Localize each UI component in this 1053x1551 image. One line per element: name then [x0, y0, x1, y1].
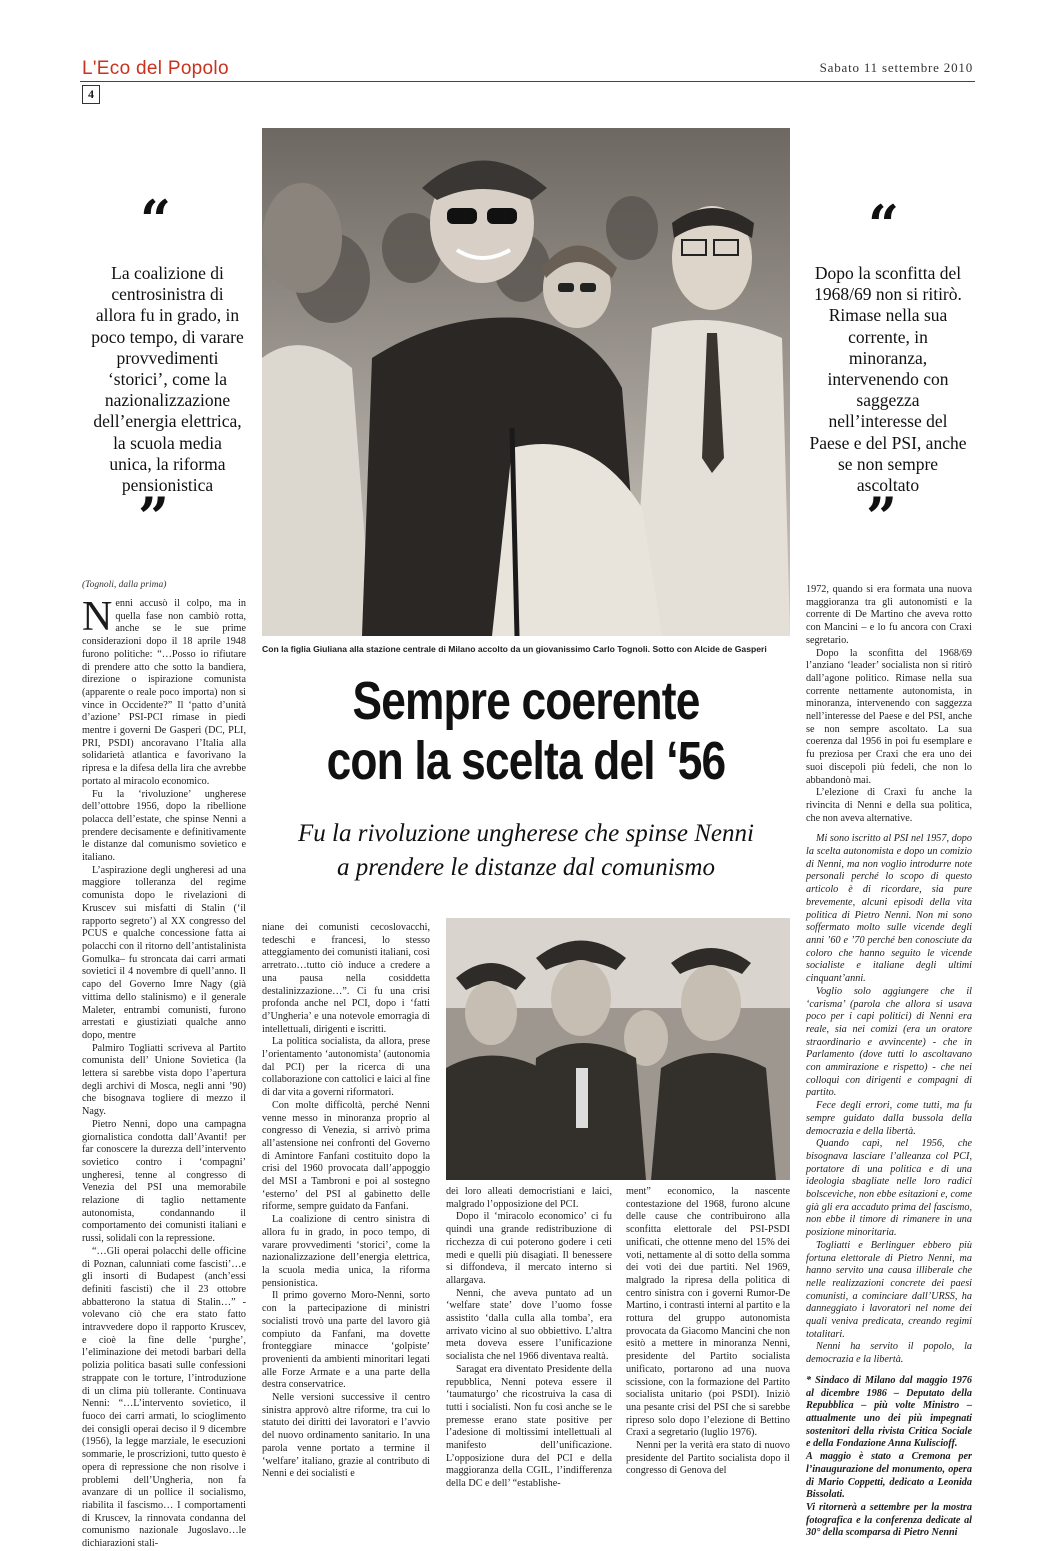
header-rule [80, 81, 975, 82]
subheadline-line-2: a prendere le distanze dal comunismo [337, 854, 715, 881]
paragraph: Nelle versioni successive il centro sinistra approvò altre riforme, tra cui lo statuto dei diritti dei lavoratori e l’avvio del nuovo ordinamento sanitario. In una parola venne portato a termine il ‘welfare’ italiano, grazie al contributo di Nenni e dei socialisti e [262, 1392, 430, 1480]
subheadline-line-1: Fu la rivoluzione ungherese che spinse Nenni [298, 820, 754, 847]
issue-date: Sabato 11 settembre 2010 [819, 60, 973, 75]
paragraph: Nenni ha servito il popolo, la democrazia e la libertà. [806, 1341, 972, 1366]
second-photo-image [446, 918, 790, 1180]
paragraph: Palmiro Togliatti scriveva al Partito comunista dell’ Unione Sovietica (la lettera si sarebbe vista dopo l’apertura degli archivi di Mosca, negli anni ’90) che bisognava togliere di mezzo il Nagy. [82, 1042, 246, 1118]
main-photo [262, 128, 790, 636]
open-quote-mark: “ [140, 188, 172, 252]
pullquote-right-text: Dopo la sconfitta del 1968/69 non si ritirò. Rimase nella sua corrente, in minoranza, intervenendo con saggezza nell’interesse del Paese e del PSI, anche se non sempre ascoltato [809, 263, 967, 496]
paragraph: Dopo la sconfitta del 1968/69 l’anziano ‘leader’ socialista non si ritirò dall’agone politico. Rimase nella sua corrente nettamente autonomista, in minoranza, intervenendo con saggezza nell’interesse del Paese e del PSI, anche se non sempre ascoltato. La sua coerenza dal 1956 in poi fu esemplare e fu preziosa per Craxi che era uno dei suoi discepoli più fedeli, che non lo abbandonò mai. [806, 647, 972, 786]
pullquote-left-text: La coalizione di centrosinistra di allora fu in grado, in poco tempo, di varare provvedimenti ‘storici’, come la nazionalizzazione dell’energia elettrica, la scuola media unica, la riforma pensionistica [91, 263, 244, 496]
drop-cap: N [82, 594, 113, 640]
paragraph: 1972, quando si era formata una nuova maggioranza tra gli autonomisti e la corrente di De Martino che aveva rotto con Mancini – e lo fu ancora con Craxi segretario. [806, 584, 972, 646]
article-column-3 [446, 1186, 612, 1490]
paragraph: Pietro Nenni, dopo una campagna giornalistica condotta dall’Avanti! per far conoscere la durezza dell’intervento sovietico contro i ‘compagni’ ungheresi, tenne al congresso di Venezia del PSI una memorabile relazione di taglio nettamente autonomista, condannando il comportamento dei comunisti italiani e russi, solidali con la repressione. [82, 1118, 246, 1245]
photo-caption: Con la figlia Giuliana alla stazione centrale di Milano accolto da un giovanissimo Carlo Tognoli. Sotto con Alcide de Gasperi [262, 644, 767, 654]
paragraph: Fece degli errori, come tutti, ma fu sempre guidato dalla bussola della democrazia e della libertà. [806, 1100, 972, 1137]
paragraph: Fu la ‘rivoluzione’ ungherese dell’ottobre 1956, dopo la ribellione polacca dell’estate, che spinse Nenni a prendere decisamente e definitivamente le distanze dal comunismo sovietico e italiano. [82, 788, 246, 864]
paragraph: Quando capì, nel 1956, che bisognava lasciare l’alleanza col PCI, portatore di una politica e di una ideologia sbagliate nelle loro radici bolsceviche, non ebbe esitazioni e, come già gli era accaduto prima del fascismo, non ebbe il timore di rimanere in una posizione minoritaria. [806, 1138, 972, 1239]
headline-line-2: con la scelta del ‘56 [326, 731, 726, 791]
bio-paragraph: * Sindaco di Milano dal maggio 1976 al dicembre 1986 – Deputato della Repubblica – più volte Ministro – attualmente uno dei più impegnati sostenitori della rivista Critica Sociale e della Fondazione Anna Kuliscioff. [806, 1374, 972, 1450]
open-quote-mark: “ [868, 193, 900, 257]
article-column-4 [626, 1186, 790, 1477]
paragraph: Il primo governo Moro-Nenni, sorto con la partecipazione di ministri socialisti trovò una parte del lavoro già compiuto da Fanfani, ma dovette fronteggiare minacce ‘golpiste’ provenienti da ambienti minoritari legati alle Forze Armate e a una parte della destra conservatrice. [262, 1290, 430, 1391]
article-column-1 [82, 594, 246, 1550]
paragraph: Mi sono iscritto al PSI nel 1957, dopo la scelta autonomista e dopo un comizio di Nenni, ma non voglio introdurre note personali perché lo scopo di questo articolo è di ricordare, sia pure brevemente, alcuni episodi della vita politica di Pietro Nenni. Non mi sono soffermato molto sulle vicende degli anni ’60 e ’70 perché ben conosciute da coloro che hanno seguito le vicende socialiste e italiane degli ultimi cinquant’anni. [806, 833, 972, 985]
article-column-5 [806, 584, 972, 1539]
paragraph: Nenni, che aveva puntato ad un ‘welfare state’ dove l’uomo fosse assistito ‘dalla culla alla tomba’, era arrivato vicino al suo obbiettivo. L’altra meta doveva essere l’unificazione socialista che nel 1966 diventava realtà. [446, 1287, 612, 1363]
paragraph: Togliatti e Berlinguer ebbero più fortuna elettorale di Pietro Nenni, ma hanno servito una causa illiberale che nelle realizzazioni concrete dei paesi comunisti, a cominciare dall’URSS, ha danneggiato i lavoratori nel nome dei quali veniva predicata, creando regimi totalitari. [806, 1239, 972, 1340]
paragraph: ment” economico, la nascente contestazione del 1968, furono alcune delle cause che contribuirono alla sconfitta elettorale del PSI-PSDI unificati, che ottenne meno del 15% dei voti, nettamente al di sotto della somma dei voti dei due partiti. Nel 1969, malgrado la ripresa della politica di centro sinistra con i governi Rumor-De Martino, i contrasti interni al partito e la rottura del gruppo autonomista provocata da Giacomo Mancini che non esitò a mettere in minoranza Nenni, presidente del Partito socialista unificato, portarono ad una nuova scissione, con la formazione del Partito socialista unitario (poi PSDI). Iniziò una pesante crisi del PSI che si sarebbe ripreso solo dopo l’elezione di Bettino Craxi a segretario (luglio 1976). [626, 1186, 790, 1439]
continued-label: (Tognoli, dalla prima) [82, 580, 167, 590]
bio-paragraph: A maggio è stato a Cremona per l’inaugurazione del monumento, opera di Mario Coppetti, dedicato a Leonida Bissolati. [806, 1451, 972, 1501]
paragraph: L’elezione di Craxi fu anche la rivincita di Nenni e della sua politica, che non aveva alternative. [806, 787, 972, 824]
second-photo [446, 918, 790, 1180]
paragraph: Nenni per la verità era stato di nuovo presidente del Partito socialista dopo il congresso di Genova del [626, 1440, 790, 1477]
masthead: L'Eco del Popolo [82, 58, 229, 79]
main-photo-image [262, 128, 790, 636]
paragraph: Voglio solo aggiungere che il ‘carisma’ (parola che allora si usava poco per i capi politici) di Nenni era reale, sia nei comizi (era un oratore straordinario e avvincente) - che in Parlamento (dove tutti lo ascoltavano con ammirazione e rispetto) - che nei colloqui con dirigenti e compagni di partito. [806, 985, 972, 1099]
paragraph: Saragat era diventato Presidente della repubblica, Nenni poteva essere il ‘taumaturgo’ che ricostruiva la casa di tutti i socialisti. Non fu così anche se le premesse erano state positive per l’adesione di moltissimi intellettuali al manifesto dell’unificazione. L’opposizione dura del PCI e della maggioranza della CGIL, l’indifferenza della DC e dell’ “establishe- [446, 1363, 612, 1490]
paragraph: niane dei comunisti cecoslovacchi, tedeschi e francesi, lo stesso atteggiamento dei comunisti italiani, così arretrato…tutto ciò induce a credere a una pausa nella cosiddetta destalinizzazione…”. Ci fu una crisi profonda anche nel PCI, dopo i ‘fatti d’Ungheria’ e una notevole emorragia di intellettuali, dirigenti e iscritti. [262, 922, 430, 1035]
paragraph: “…Gli operai polacchi delle officine di Poznan, calunniati come fascisti’…e gli insorti di Budapest (anch’essi definiti fascisti) che il 23 ottobre abbatterono la statua di Stalin…” - volevano ciò che era stato fatto intravvedere dopo il rapporto Kruscev, e cioè la fine delle ‘purghe’, l’eliminazione dei metodi barbari della polizia politica basati sulle confessioni strappate con le torture, l’introduzione di un clima più tollerante. Continuava Nenni: “…L’intervento sovietico, il fuoco dei carri armati, lo scioglimento dei consigli operai deciso il 9 dicembre (1956), la legge marziale, le esecuzioni sommarie, le proscrizioni, tutto questo è opera di repressione che non risolve i problemi dell’Ungheria, non fa avanzare di un pollice il socialismo, riabilita il fascismo… I comportamenti di Kruscev, la rinnovata condanna del comunismo nazionale Jugoslavo…le dichiarazioni stali- [82, 1245, 246, 1550]
paragraph: La politica socialista, da allora, prese l’orientamento ‘autonomista’ (autonomia dal PCI) per la ricerca di una collaborazione con cattolici e laici al fine di dar vita a governi riformatori. [262, 1036, 431, 1099]
paragraph: dei loro alleati democristiani e laici, malgrado l’opposizione del PCI. [446, 1186, 612, 1210]
close-quote-mark: ” [866, 485, 898, 549]
author-bio [806, 1375, 972, 1540]
pullquote-left [95, 188, 245, 252]
headline-line-1: Sempre coerente [352, 671, 700, 731]
page-number: 4 [82, 85, 100, 104]
author-note [806, 833, 972, 1367]
article-column-2 [262, 922, 431, 1480]
paragraph: L’aspirazione degli ungheresi ad una maggiore tolleranza del regime comunista dopo le rivelazioni di Kruscev sui misfatti di Stalin (‘il rapporto segreto’) al XX congresso del PCUS e qualche concessione fatta ai polacchi con il ritorno dell’antistalinista Gomulka– fu stroncata dai carri armati sovietici il 4 novembre di quell’anno. Il capo del Governo Imre Nagy (già vittima dello stalinismo) e il generale Maleter, entrambi comunisti, furono arrestati e giustiziati qualche anno dopo, mentre [82, 864, 246, 1041]
close-quote-mark: ” [138, 485, 170, 549]
paragraph: Dopo il ‘miracolo economico’ ci fu quindi una grande redistribuzione di ricchezza di cui poterono godere i ceti medi e quelli più disagiati. Il benessere si diffondeva, il mercato interno si allargava. [446, 1211, 612, 1286]
paragraph: Con molte difficoltà, perché Nenni venne messo in minoranza proprio al congresso di Venezia, si arrivò prima all’astensione nei confronti del Governo di Amintore Fanfani costituito dopo la crisi del 1960 provocata dall’appoggio del MSI a Tambroni e poi al sostegno ‘esterno’ del PSI al gabinetto delle riforme, sempre guidato da Fanfani. [262, 1099, 430, 1213]
bio-paragraph: Vi ritornerà a settembre per la mostra fotografica e la conferenza dedicate al 30° della scomparsa di Pietro Nenni [806, 1501, 972, 1539]
paragraph: enni accusò il colpo, ma in quella fase non cambiò rotta, anche se le sue prime considerazioni dopo il 18 aprile 1948 furono politiche: “…Posso io rifiutare di prendere atto che sotto la bandiera, direzione o ispirazione comunista (apparente o reale poco importa) non si vince in Occidente?” Il ‘patto d’unità d’azione’ PSI-PCI rimase in piedi mentre i governi De Gasperi (DC, PLI, PRI, PSDI) ancoravano l’Italia alla solidarietà atlantica e favorivano la ripresa e la difesa della lira che avrebbe portato al miracolo economico. [82, 598, 246, 787]
paragraph: La coalizione di centro sinistra di allora fu in grado, in poco tempo, di varare provvedimenti ‘storici’, come la nazionalizzazione dell’energia elettrica, la scuola media unica, la riforma pensionistica. [262, 1214, 430, 1289]
